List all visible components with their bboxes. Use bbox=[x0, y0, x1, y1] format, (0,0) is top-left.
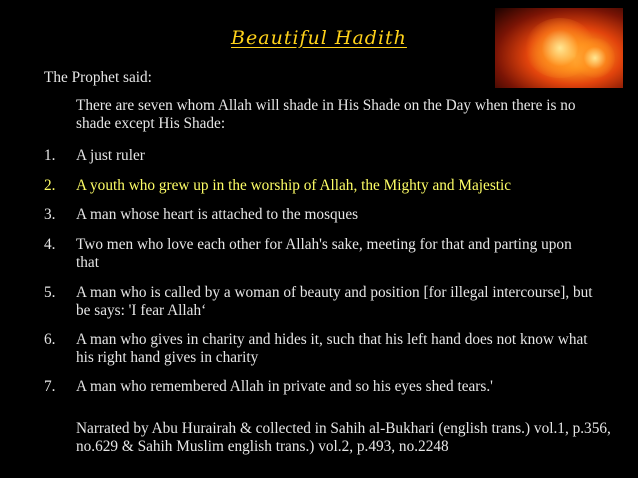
list-item-text: A youth who grew up in the worship of Allah, the Mighty and Majestic bbox=[76, 177, 512, 194]
list-item-text: A man who gives in charity and hides it, such that his left hand does not know what his right hand gives in charity bbox=[76, 331, 588, 366]
list-item-number: 2. bbox=[44, 177, 56, 194]
list-item-number: 4. bbox=[44, 236, 56, 253]
intro-body-text: There are seven whom Allah will shade in His Shade on the Day when there is no shade except His Shade: bbox=[76, 97, 576, 132]
list-item-text: A man whose heart is attached to the mosques bbox=[76, 206, 359, 223]
list-item-text: A man who remembered Allah in private and so his eyes shed tears.' bbox=[76, 378, 493, 395]
list-item-number: 6. bbox=[44, 331, 56, 348]
list-item-number: 5. bbox=[44, 284, 56, 301]
list-item-text: A just ruler bbox=[76, 147, 145, 164]
list-item-number: 7. bbox=[44, 378, 56, 395]
intro-text: The Prophet said: bbox=[44, 69, 152, 86]
list-item-number: 1. bbox=[44, 147, 56, 164]
list-item-text: Two men who love each other for Allah's sake, meeting for that and parting upon that bbox=[76, 236, 572, 271]
list-item-text: A man who is called by a woman of beauty and position [for illegal intercourse], but be says: 'I fear Allah‘ bbox=[76, 284, 593, 319]
narration-citation: Narrated by Abu Hurairah & collected in Sahih al-Bukhari (english trans.) vol.1, p.356, no.629 & Sahih Muslim english trans.) vol.2, p.493, no.2248 bbox=[76, 420, 611, 455]
list-item-number: 3. bbox=[44, 206, 56, 223]
slide-title: Beautiful Hadith bbox=[231, 27, 407, 49]
